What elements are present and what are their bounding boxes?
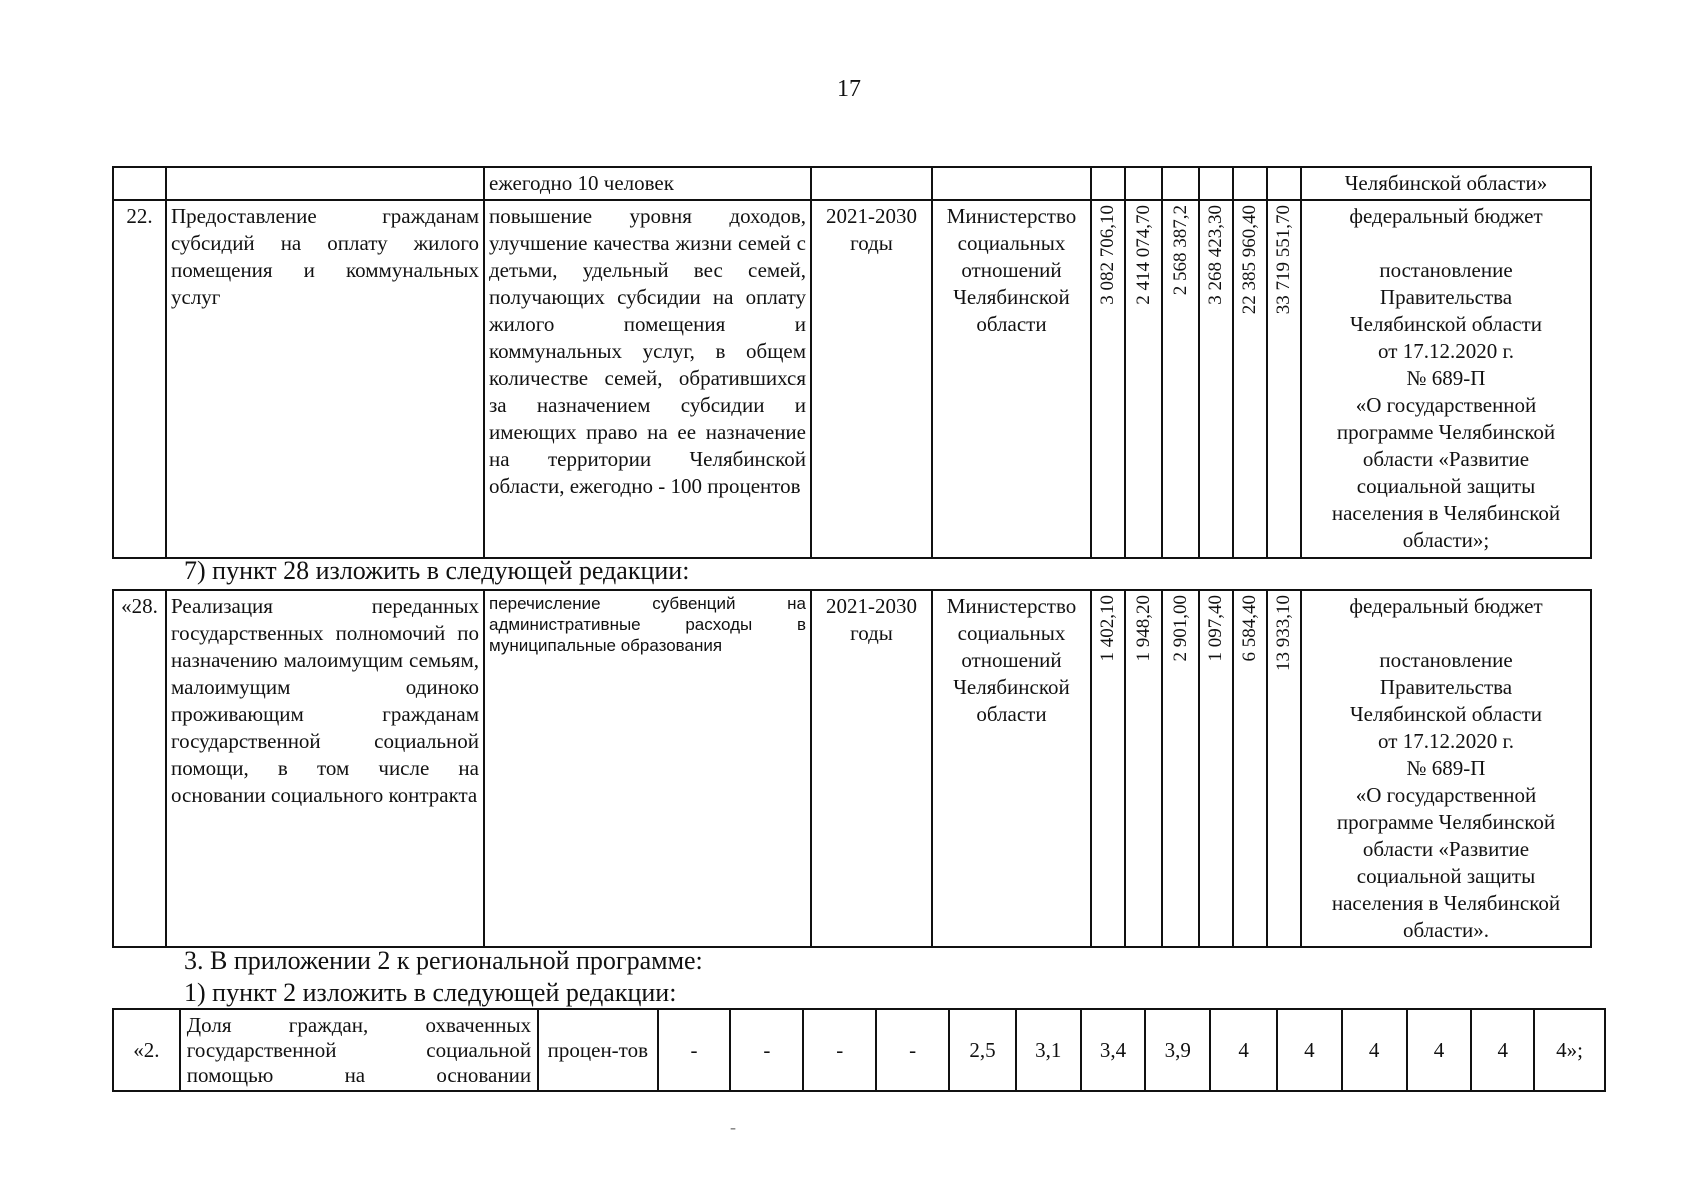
description-line: Доля граждан, охваченных: [186, 1012, 532, 1037]
cell-value: [1267, 167, 1301, 200]
cell-value: 3,4: [1081, 1009, 1146, 1091]
source-line: программе Челябинской: [1336, 420, 1556, 444]
paragraph-item-7: 7) пункт 28 изложить в следующей редакции:: [184, 556, 690, 585]
source-line: программе Челябинской: [1336, 810, 1556, 834]
source-line: постановление: [1379, 648, 1513, 672]
cell-value: [1125, 167, 1162, 200]
cell-num: 22.: [113, 200, 166, 558]
cell-value: [1267, 590, 1301, 947]
value-2024: 1 097,40: [1205, 595, 1226, 662]
cell-value: 2,5: [949, 1009, 1016, 1091]
cell-value: [1233, 590, 1267, 947]
cell-num: [113, 167, 166, 200]
value-2024: 3 268 423,30: [1205, 205, 1226, 305]
cell-period: [811, 167, 932, 200]
source-line: социальной защиты: [1356, 474, 1536, 498]
page-number: 17: [837, 76, 861, 102]
cell-source: [1301, 200, 1591, 558]
value-total: 33 719 551,70: [1273, 205, 1294, 315]
source-line: № 689-П: [1406, 756, 1486, 780]
cell-value: [1162, 200, 1199, 558]
cell-name: Предоставление гражданам субсидий на оплату жилого помещения и коммунальных услуг: [166, 200, 484, 558]
source-line: Правительства: [1379, 675, 1513, 699]
cell-value: 4: [1407, 1009, 1472, 1091]
cell-executor: Министерство социальных отношений Челябинской области: [932, 200, 1091, 558]
cell-result: ежегодно 10 человек: [484, 167, 811, 200]
cell-value: -: [730, 1009, 803, 1091]
source-line: области»;: [1402, 528, 1490, 552]
program-table-part2: [112, 589, 1592, 948]
source-line: [1306, 620, 1586, 647]
source-line: социальной защиты: [1356, 864, 1536, 888]
source-line: «О государственной: [1355, 783, 1537, 807]
source-line: от 17.12.2020 г.: [1378, 729, 1514, 753]
cell-value: [1233, 200, 1267, 558]
source-line: Правительства: [1379, 285, 1513, 309]
indicator-table: [112, 1008, 1606, 1092]
cell-period: 2021-2030 годы: [811, 200, 932, 558]
description-line: помощью на основании: [186, 1062, 532, 1087]
cell-value: [1125, 590, 1162, 947]
source-line: от 17.12.2020 г.: [1378, 339, 1514, 363]
cell-value: [1199, 200, 1233, 558]
cell-executor: Министерство социальных отношений Челябинской области: [932, 590, 1091, 947]
cell-value: [1091, 167, 1125, 200]
cell-value: 4: [1471, 1009, 1534, 1091]
source-line: федеральный бюджет: [1349, 204, 1543, 228]
cell-value: 4: [1210, 1009, 1277, 1091]
cell-value: [1267, 200, 1301, 558]
table-row-28: [113, 590, 1591, 947]
cell-result: повышение уровня доходов, улучшение качества жизни семей с детьми, удельный вес семей, получающих субсидии на оплату жилого помещения и коммунальных услуг, в общем количестве семей, обратившихся за назначением субсидии и имеющих право на ее назначение на территории Челябинской области, ежегодно - 100 процентов: [484, 200, 811, 558]
source-line: № 689-П: [1406, 366, 1486, 390]
source-line: постановление: [1379, 258, 1513, 282]
cell-result: перечисление субвенций на административные расходы в муниципальные образования: [484, 590, 811, 947]
value-2025-2030: 22 385 960,40: [1239, 205, 1260, 315]
source-line: области «Развитие: [1362, 447, 1530, 471]
value-2022: 2 414 074,70: [1132, 205, 1154, 305]
cell-value: 4»;: [1534, 1009, 1605, 1091]
source-line: Челябинской области: [1350, 312, 1542, 336]
cell-value: -: [803, 1009, 876, 1091]
cell-value: [1199, 590, 1233, 947]
value-2025-2030: 6 584,40: [1239, 595, 1260, 662]
value-2021: 1 402,10: [1097, 595, 1118, 662]
cell-value: [1199, 167, 1233, 200]
source-line: области «Развитие: [1362, 837, 1530, 861]
cell-value: [1162, 590, 1199, 947]
cell-value: [1233, 167, 1267, 200]
footer-mark: -: [730, 1117, 736, 1137]
cell-value: [1091, 590, 1125, 947]
cell-value: -: [876, 1009, 949, 1091]
table-row-2: [113, 1009, 1605, 1091]
source-line: «О государственной: [1355, 393, 1537, 417]
table-row-22: [113, 200, 1591, 558]
cell-name: [166, 167, 484, 200]
cell-num: «28.: [113, 590, 166, 947]
source-line: населения в Челябинской: [1331, 891, 1561, 915]
cell-source: [1301, 590, 1591, 947]
cell-value: 3,1: [1016, 1009, 1081, 1091]
cell-value: -: [658, 1009, 731, 1091]
source-line: Челябинской области: [1350, 702, 1542, 726]
cell-value: 4: [1342, 1009, 1407, 1091]
source-line: федеральный бюджет: [1349, 594, 1543, 618]
value-2023: 2 568 387,2: [1169, 205, 1191, 296]
description-line: государственной социальной: [186, 1037, 532, 1062]
value-2021: 3 082 706,10: [1097, 205, 1118, 305]
cell-value: [1091, 200, 1125, 558]
cell-unit: процен-тов: [538, 1009, 657, 1091]
cell-period: 2021-2030 годы: [811, 590, 932, 947]
cell-description: [180, 1009, 538, 1091]
cell-value: [1162, 167, 1199, 200]
source-line: области».: [1403, 918, 1489, 942]
paragraph-section-3: 3. В приложении 2 к региональной программе:: [184, 946, 703, 975]
cell-value: 3,9: [1145, 1009, 1210, 1091]
source-line: [1306, 230, 1586, 257]
source-line: населения в Челябинской: [1331, 501, 1561, 525]
table-row-continued: [113, 167, 1591, 200]
cell-executor: [932, 167, 1091, 200]
value-2023: 2 901,00: [1169, 595, 1191, 662]
cell-num: «2.: [113, 1009, 180, 1091]
paragraph-item-1: 1) пункт 2 изложить в следующей редакции:: [184, 978, 677, 1007]
cell-name: Реализация переданных государственных полномочий по назначению малоимущим семьям, малоимущим одиноко проживающим гражданам государственной социальной помощи, в том числе на основании социального контракта: [166, 590, 484, 947]
cell-source: Челябинской области»: [1301, 167, 1591, 200]
value-2022: 1 948,20: [1132, 595, 1154, 662]
cell-value: 4: [1277, 1009, 1342, 1091]
program-table-part1: [112, 166, 1592, 559]
value-total: 13 933,10: [1273, 595, 1294, 671]
cell-value: [1125, 200, 1162, 558]
